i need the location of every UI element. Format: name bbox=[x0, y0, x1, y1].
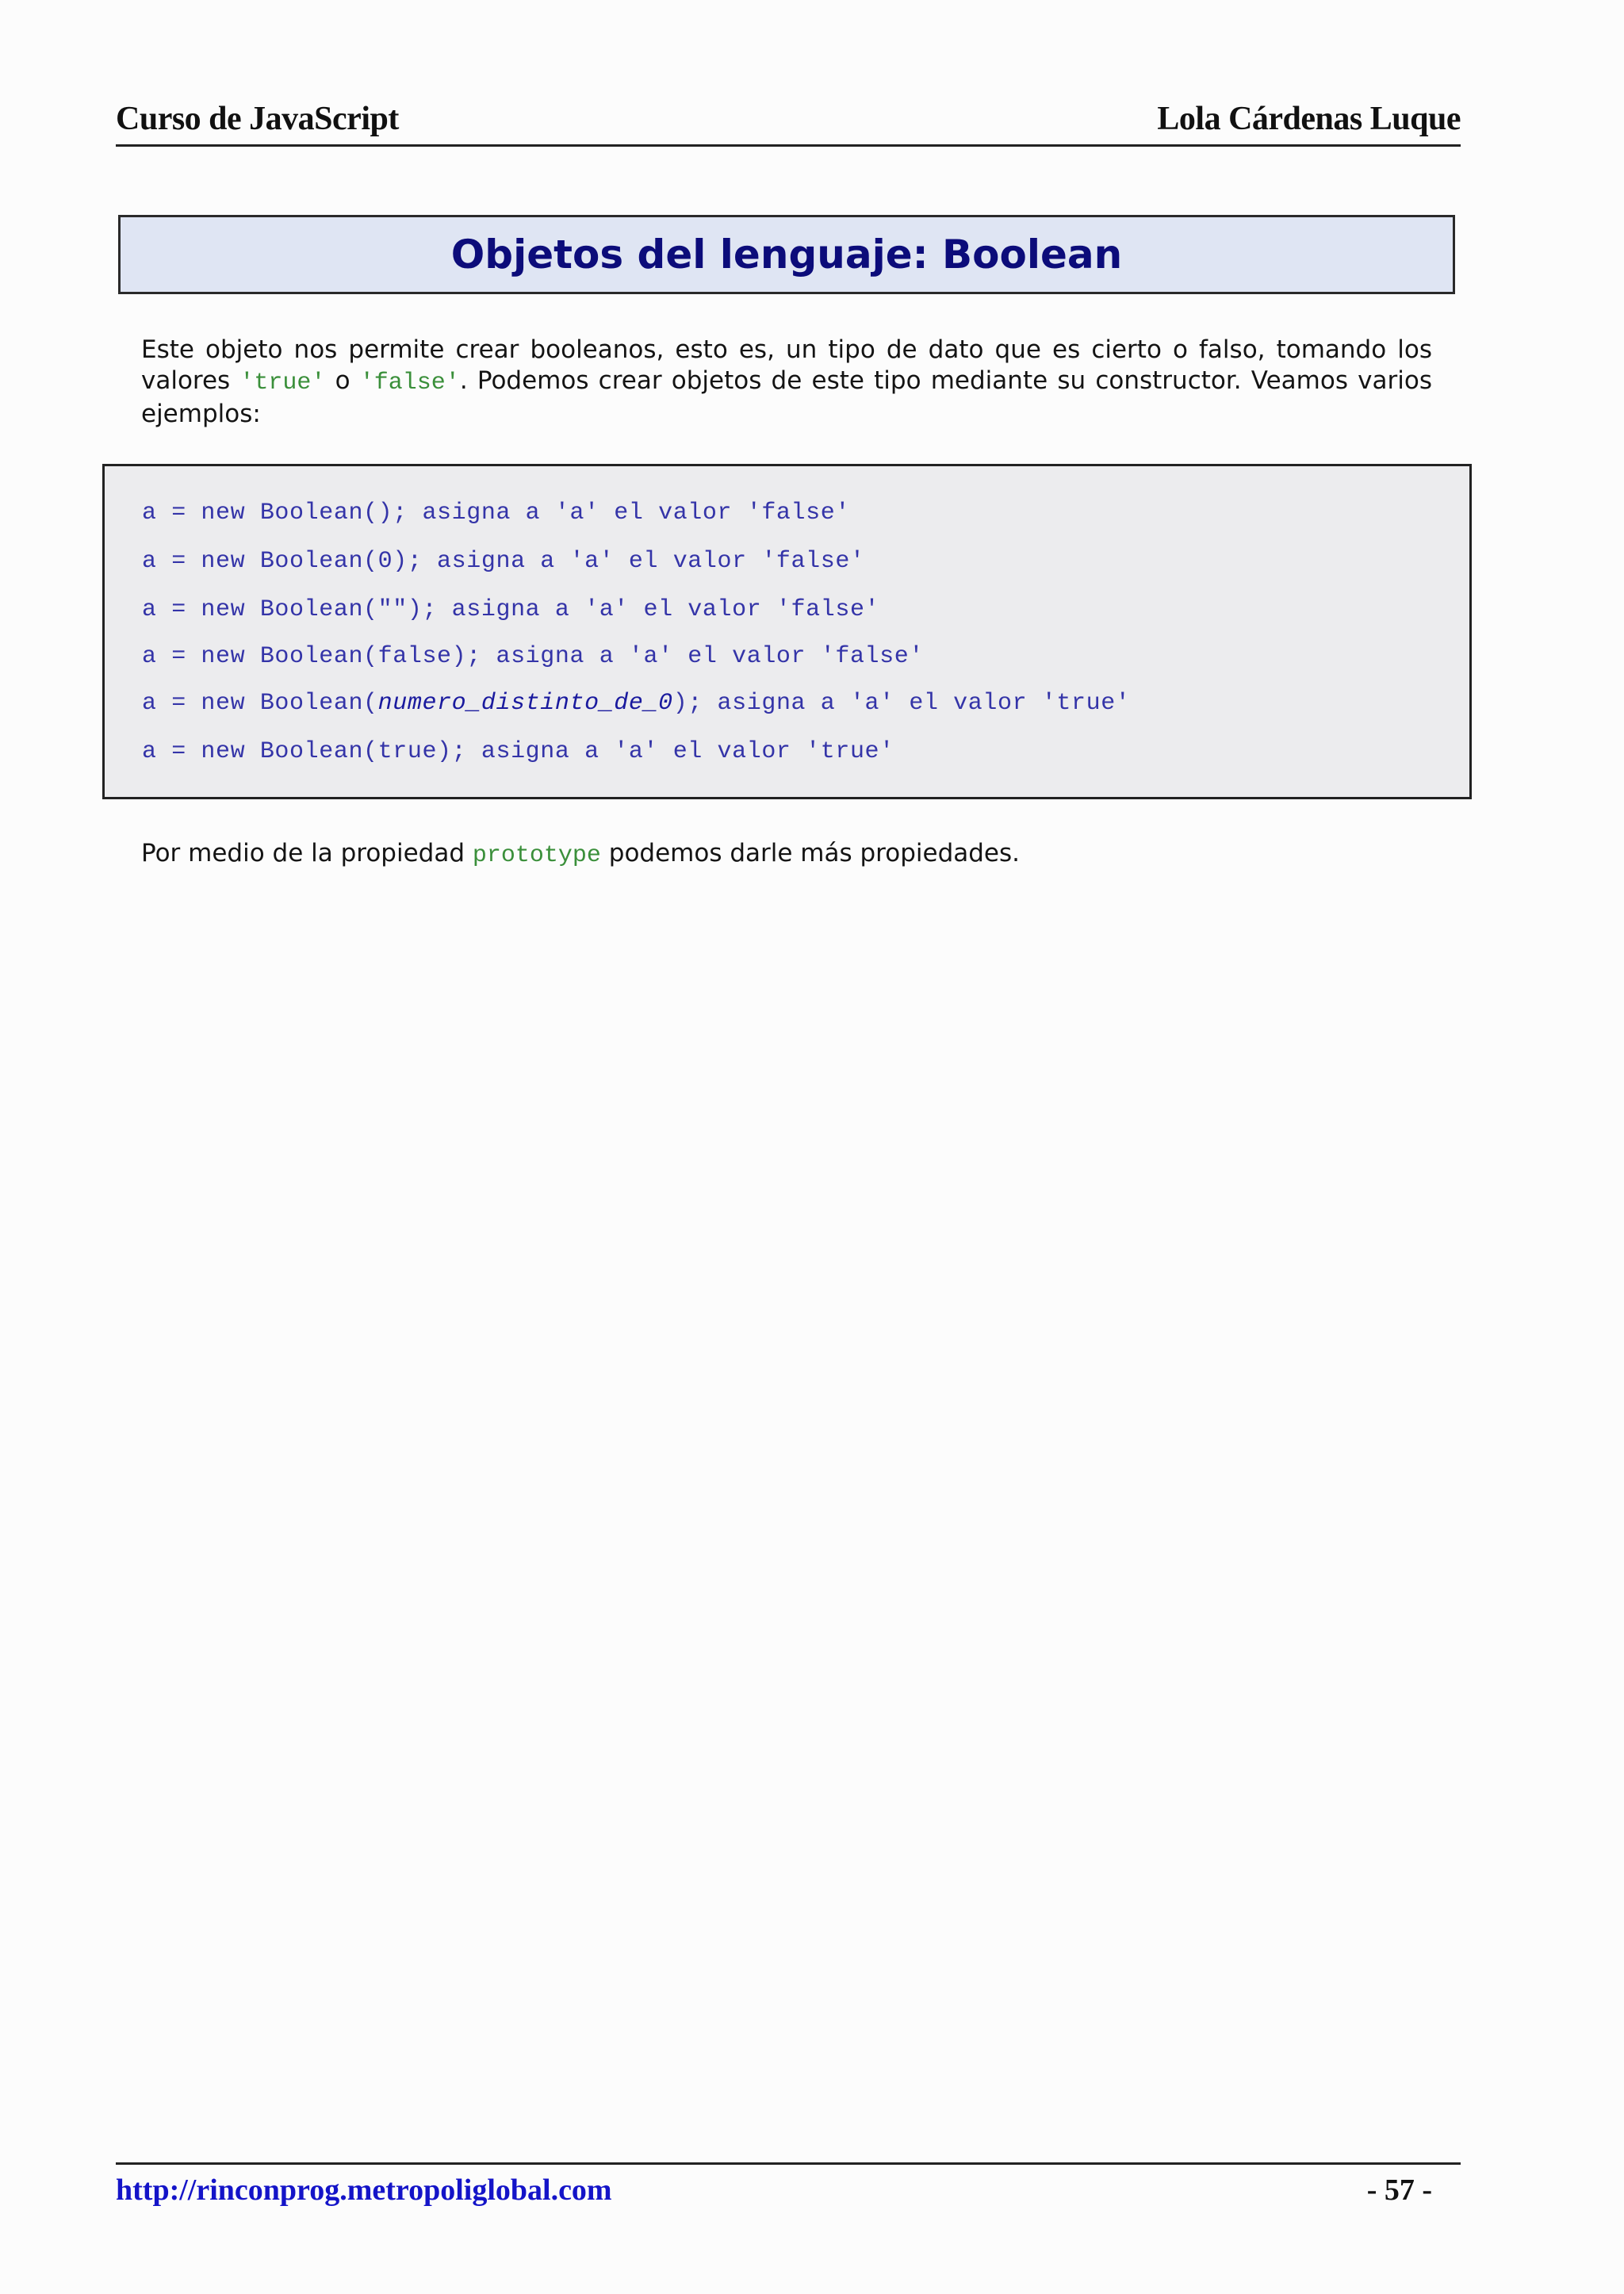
header-course-title: Curso de JavaScript bbox=[116, 101, 399, 137]
code-line bbox=[142, 596, 879, 623]
outro-text-2: podemos darle más propiedades. bbox=[600, 839, 1020, 867]
code-text: a = new Boolean(0); asigna a 'a' el valor 'false' bbox=[142, 548, 865, 575]
code-example-box bbox=[102, 464, 1472, 799]
outro-paragraph bbox=[141, 838, 1432, 871]
page-footer bbox=[116, 2162, 1461, 2212]
code-line bbox=[142, 690, 1130, 717]
code-text: ); asigna a 'a' el valor 'true' bbox=[672, 690, 1131, 717]
intro-text-3: . Podemos crear objetos de este tipo mediante su constructor. Veamos varios ejemplos: bbox=[141, 366, 1432, 428]
code-text: a = new Boolean(""); asigna a 'a' el valor 'false' bbox=[142, 596, 880, 623]
outro-text-1: Por medio de la propiedad bbox=[141, 839, 473, 867]
section-title: Objetos del lenguaje: Boolean bbox=[450, 232, 1123, 278]
code-line bbox=[142, 738, 894, 765]
intro-paragraph bbox=[141, 335, 1432, 430]
header-author: Lola Cárdenas Luque bbox=[1157, 101, 1461, 137]
code-text: a = new Boolean(); asigna a 'a' el valor 'false' bbox=[142, 500, 850, 527]
intro-text-1: Este objeto nos permite crear booleanos, esto es, un tipo de dato que es cierto o falso, tomando los valores bbox=[141, 335, 1432, 395]
code-text: a = new Boolean(false); asigna a 'a' el valor 'false' bbox=[142, 643, 924, 670]
intro-text-2: o bbox=[325, 366, 360, 395]
code-line bbox=[142, 643, 924, 670]
code-argument: numero_distinto_de_0 bbox=[377, 690, 673, 717]
page-header bbox=[116, 95, 1461, 147]
code-text: a = new Boolean(true); asigna a 'a' el valor 'true' bbox=[142, 738, 894, 765]
section-title-box bbox=[118, 215, 1455, 294]
inline-code-true: 'true' bbox=[239, 370, 326, 396]
inline-code-prototype: prototype bbox=[472, 842, 601, 869]
inline-code-false: 'false' bbox=[359, 370, 460, 396]
code-line bbox=[142, 500, 850, 527]
code-text: a = new Boolean( bbox=[142, 690, 378, 717]
code-line bbox=[142, 548, 865, 575]
page-number: - 57 - bbox=[1366, 2173, 1432, 2207]
footer-url-link[interactable]: http://rinconprog.metropoliglobal.com bbox=[116, 2173, 612, 2207]
